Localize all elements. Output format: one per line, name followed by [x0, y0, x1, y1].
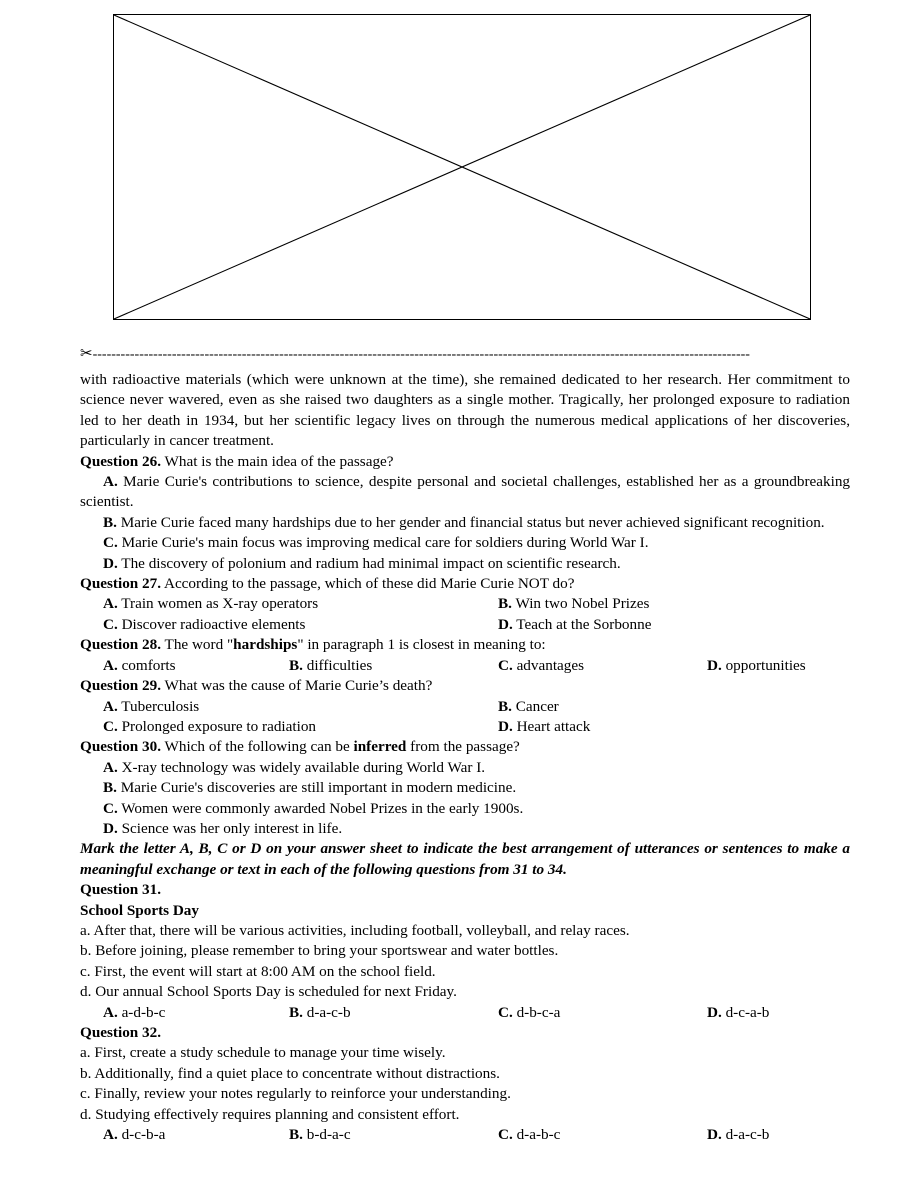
q32-option-d[interactable]: D. d-a-c-b	[707, 1126, 770, 1144]
q32-sentence-d: d. Studying effectively requires planning and consistent effort.	[80, 1105, 460, 1123]
scissors-icon: ✂	[80, 344, 93, 362]
q29-options	[80, 697, 850, 738]
q27-option-b[interactable]: B. Win two Nobel Prizes	[498, 595, 650, 613]
q31-option-c[interactable]: C. d-b-c-a	[498, 1003, 561, 1021]
q31-option-b[interactable]: B. d-a-c-b	[289, 1003, 351, 1021]
q31-sentence-d: d. Our annual School Sports Day is scheduled for next Friday.	[80, 983, 457, 1001]
q31-sentence-a: a. After that, there will be various activities, including football, volleyball, and relay races.	[80, 921, 630, 939]
image-placeholder	[113, 14, 811, 320]
q31-option-d[interactable]: D. d-c-a-b	[707, 1003, 770, 1021]
passage-end: with radioactive materials (which were unknown at the time), she remained dedicated to her research. Her commitment to science never wavered, even as she raised two daughters as a single mother. Tragically, her prolonged exposure to radiation led to her death in 1934, but her scientific legacy lives on through the numerous medical applications of her discoveries, particularly in cancer treatment.	[80, 371, 850, 450]
q28-option-b[interactable]: B. difficulties	[289, 656, 373, 674]
q29-option-b[interactable]: B. Cancer	[498, 697, 559, 715]
question-28: Question 28. The word "hardships" in paragraph 1 is closest in meaning to:	[80, 636, 546, 654]
question-30: Question 30. Which of the following can be inferred from the passage?	[80, 738, 520, 756]
q32-options	[80, 1125, 850, 1145]
q28-option-c[interactable]: C. advantages	[498, 656, 585, 674]
q31-option-a[interactable]: A. a-d-b-c	[103, 1003, 166, 1021]
section-instruction: Mark the letter A, B, C or D on your answer sheet to indicate the best arrangement of utterances or sentences to make a meaningful exchange or text in each of the following questions from 31 to 34.	[80, 840, 850, 878]
document-body	[80, 370, 850, 1145]
q31-sentence-b: b. Before joining, please remember to bring your sportswear and water bottles.	[80, 942, 559, 960]
q32-sentence-b: b. Additionally, find a quiet place to concentrate without distractions.	[80, 1064, 500, 1082]
q27-option-c[interactable]: C. Discover radioactive elements	[103, 615, 306, 633]
q32-option-a[interactable]: A. d-c-b-a	[103, 1126, 166, 1144]
question-29: Question 29. What was the cause of Marie Curie’s death?	[80, 677, 433, 695]
q27-options	[80, 594, 850, 635]
q26-option-b[interactable]: B. Marie Curie faced many hardships due to her gender and financial status but never achieved significant recognition.	[103, 513, 825, 531]
q29-option-d[interactable]: D. Heart attack	[498, 717, 591, 735]
question-26: Question 26. What is the main idea of the passage?	[80, 452, 394, 470]
q30-option-b[interactable]: B. Marie Curie's discoveries are still important in modern medicine.	[103, 779, 517, 797]
q30-option-c[interactable]: C. Women were commonly awarded Nobel Prizes in the early 1900s.	[103, 799, 524, 817]
cut-line: ✂---------------------------------------------------------------------------------------------------------------------------------------------	[80, 344, 750, 362]
q32-sentence-a: a. First, create a study schedule to manage your time wisely.	[80, 1044, 446, 1062]
q32-option-c[interactable]: C. d-a-b-c	[498, 1126, 561, 1144]
q31-title: School Sports Day	[80, 901, 199, 919]
q28-option-a[interactable]: A. comforts	[103, 656, 176, 674]
q32-option-b[interactable]: B. b-d-a-c	[289, 1126, 351, 1144]
image-placeholder-icon	[114, 15, 810, 319]
q32-sentence-c: c. Finally, review your notes regularly to reinforce your understanding.	[80, 1085, 511, 1103]
q29-option-c[interactable]: C. Prolonged exposure to radiation	[103, 717, 317, 735]
q26-option-d[interactable]: D. The discovery of polonium and radium had minimal impact on scientific research.	[103, 554, 621, 572]
q27-option-d[interactable]: D. Teach at the Sorbonne	[498, 615, 652, 633]
q29-option-a[interactable]: A. Tuberculosis	[103, 697, 200, 715]
question-32: Question 32.	[80, 1024, 162, 1041]
q28-options	[80, 656, 850, 676]
q31-sentence-c: c. First, the event will start at 8:00 AM on the school field.	[80, 962, 436, 980]
q26-option-a[interactable]: A. Marie Curie's contributions to science, despite personal and societal challenges, established her as a groundbreaking scientist.	[80, 473, 851, 511]
q28-option-d[interactable]: D. opportunities	[707, 656, 806, 674]
question-27: Question 27. According to the passage, which of these did Marie Curie NOT do?	[80, 575, 575, 593]
question-31: Question 31.	[80, 881, 162, 899]
q27-option-a[interactable]: A. Train women as X-ray operators	[103, 595, 319, 613]
q26-option-c[interactable]: C. Marie Curie's main focus was improving medical care for soldiers during World War I.	[103, 534, 649, 552]
q30-option-a[interactable]: A. X-ray technology was widely available during World War I.	[103, 758, 486, 776]
q30-option-d[interactable]: D. Science was her only interest in life.	[103, 819, 343, 837]
q31-options	[80, 1003, 850, 1023]
